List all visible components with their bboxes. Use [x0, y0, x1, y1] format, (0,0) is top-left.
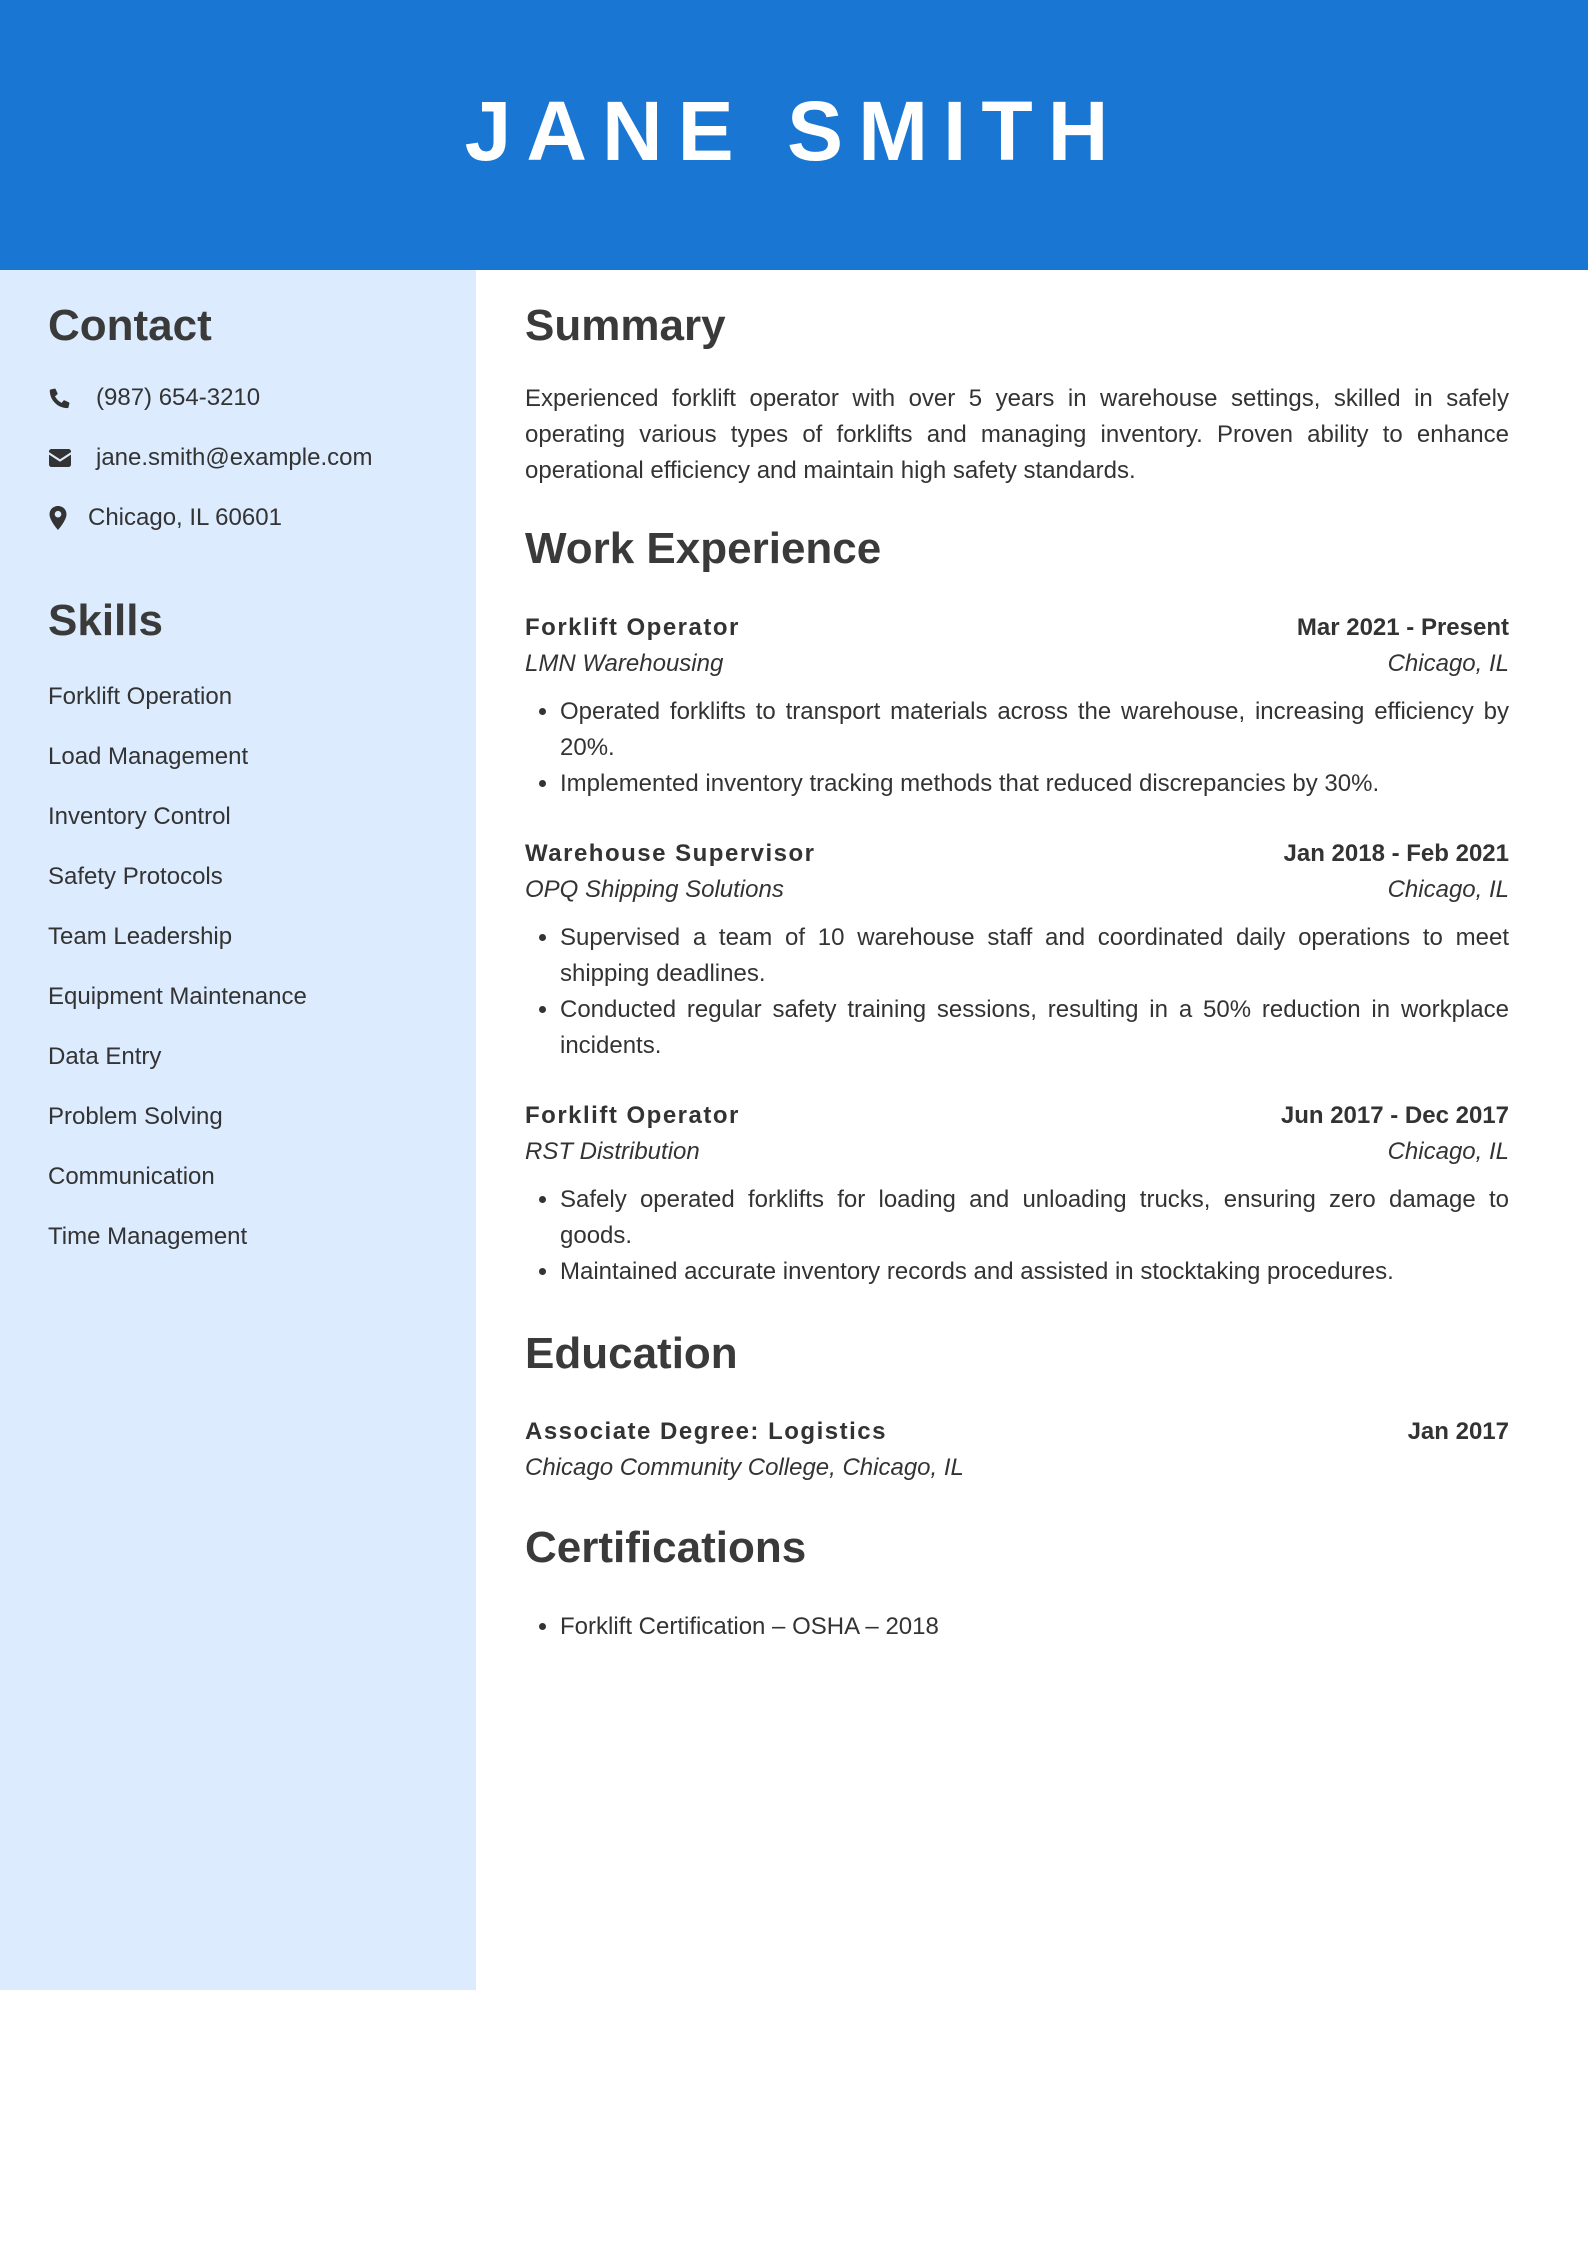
job-company-row [525, 646, 1509, 682]
job-bullet: • Conducted regular safety training sessions, resulting in a 50% reduction in workplace incidents. [560, 992, 1509, 1064]
job-bullets [525, 694, 1509, 802]
job-location: Chicago, IL [1387, 875, 1509, 903]
education-entry [525, 1414, 1509, 1486]
main-content [525, 270, 1509, 1645]
skill-item: Equipment Maintenance [48, 982, 307, 1010]
job-entry [525, 610, 1509, 802]
contact-email-row [48, 443, 476, 473]
job-dates: Jan 2018 - Feb 2021 [1283, 839, 1509, 867]
education-date: Jan 2017 [1407, 1418, 1509, 1446]
job-dates: Mar 2021 - Present [1296, 613, 1509, 641]
contact-phone[interactable]: (987) 654-3210 [96, 383, 261, 411]
skill-item: Team Leadership [48, 922, 233, 950]
job-entry [525, 1098, 1509, 1290]
job-bullets [525, 920, 1509, 1064]
job-title: Forklift Operator [525, 1101, 740, 1129]
contact-location: Chicago, IL 60601 [88, 503, 282, 531]
job-company: LMN Warehousing [525, 649, 724, 677]
contact-phone-row [48, 383, 476, 413]
job-entry [525, 836, 1509, 1064]
skill-item: Communication [48, 1162, 215, 1190]
job-bullet: • Maintained accurate inventory records and assisted in stocktaking procedures. [560, 1254, 1509, 1290]
job-company: OPQ Shipping Solutions [525, 875, 784, 903]
map-marker-icon [48, 505, 74, 531]
job-location: Chicago, IL [1387, 649, 1509, 677]
skill-item: Load Management [48, 742, 249, 770]
education-school-row [525, 1450, 1509, 1486]
job-header-row [525, 610, 1509, 646]
job-bullet: • Operated forklifts to transport materials across the warehouse, increasing efficiency by 20%. [560, 694, 1509, 766]
skill-item: Data Entry [48, 1042, 162, 1070]
skill-item: Inventory Control [48, 802, 231, 830]
skill-item: Problem Solving [48, 1102, 223, 1130]
phone-icon [48, 385, 74, 411]
education-school: Chicago Community College, Chicago, IL [525, 1454, 964, 1482]
summary-heading: Summary [525, 301, 726, 350]
job-title: Forklift Operator [525, 613, 740, 641]
job-header-row [525, 836, 1509, 872]
summary-text: Experienced forklift operator with over 5 years in warehouse settings, skilled in safely operating various types of forklifts and managing inventory. Proven ability to enhance operational efficiency and maintain high safety standards. [525, 384, 1509, 484]
job-bullets [525, 1182, 1509, 1290]
contact-email[interactable]: jane.smith@example.com [96, 443, 373, 471]
certification-item: • Forklift Certification – OSHA – 2018 [560, 1609, 1509, 1645]
candidate-name: JANE SMITH [464, 83, 1124, 178]
contact-list [48, 383, 476, 533]
job-bullet: • Supervised a team of 10 warehouse staff and coordinated daily operations to meet shipping deadlines. [560, 920, 1509, 992]
sidebar [0, 270, 476, 1990]
job-company-row [525, 1134, 1509, 1170]
skills-heading: Skills [48, 595, 163, 645]
education-header-row [525, 1414, 1509, 1450]
skill-item: Safety Protocols [48, 862, 223, 890]
envelope-icon [48, 445, 74, 471]
job-header-row [525, 1098, 1509, 1134]
job-company-row [525, 872, 1509, 908]
job-company: RST Distribution [525, 1137, 700, 1165]
skills-list [48, 682, 476, 1252]
education-heading: Education [525, 1328, 738, 1378]
education-degree: Associate Degree: Logistics [525, 1418, 887, 1446]
job-bullet: • Safely operated forklifts for loading and unloading trucks, ensuring zero damage to goods. [560, 1182, 1509, 1254]
resume-header [0, 0, 1588, 270]
skill-item: Time Management [48, 1222, 248, 1250]
contact-heading: Contact [48, 301, 212, 350]
skill-item: Forklift Operation [48, 682, 233, 710]
job-location: Chicago, IL [1387, 1137, 1509, 1165]
certifications-heading: Certifications [525, 1523, 807, 1573]
contact-location-row [48, 503, 476, 533]
job-dates: Jun 2017 - Dec 2017 [1280, 1101, 1509, 1129]
certifications-list [525, 1609, 1509, 1645]
work-experience-heading: Work Experience [525, 523, 882, 573]
job-title: Warehouse Supervisor [525, 839, 816, 867]
job-bullet: • Implemented inventory tracking methods that reduced discrepancies by 30%. [560, 766, 1509, 802]
